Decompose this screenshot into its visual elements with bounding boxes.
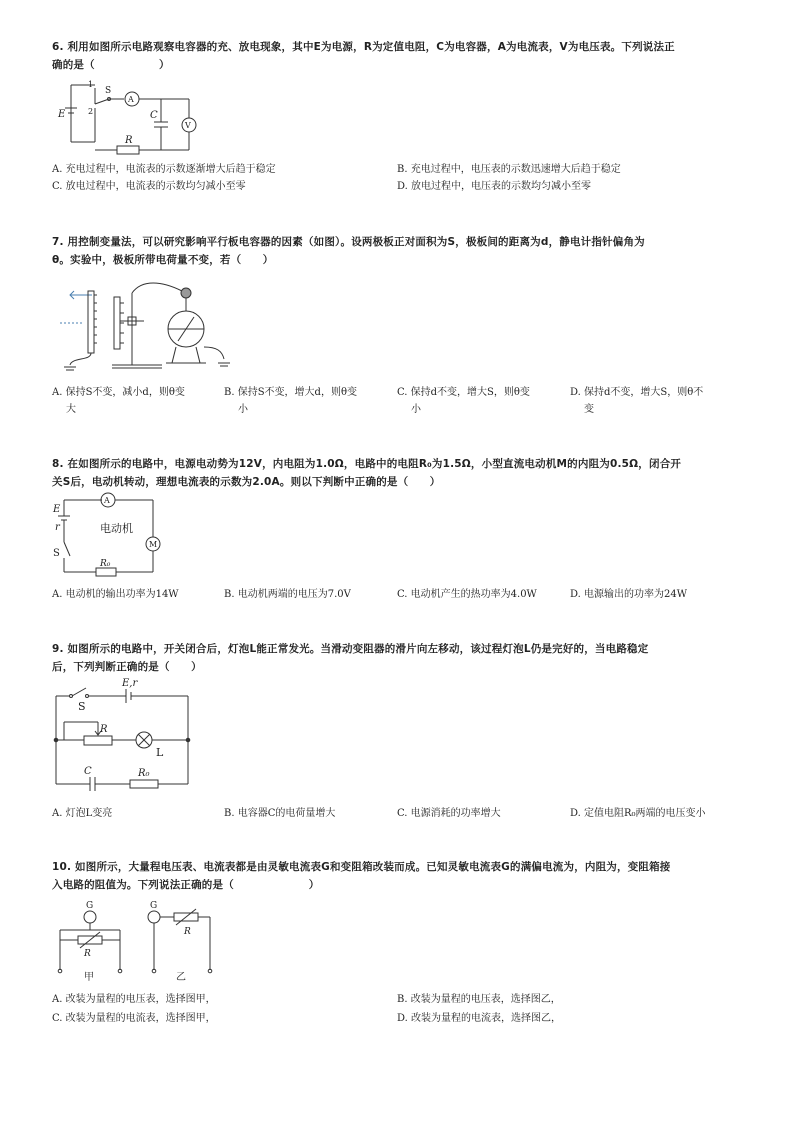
- q10-meter-figures: [50, 898, 220, 982]
- q8-line1: 8. 在如图所示的电路中，电源电动势为12V，内电阻为1.0Ω，电路中的电阻R₀为1.5Ω，小型直流电动机M的内阻为0.5Ω，闭合开: [52, 458, 682, 470]
- q9-label-Er: E,r: [122, 678, 138, 689]
- q10-label-R2: R: [184, 927, 191, 937]
- q7-option-a[interactable]: [52, 384, 185, 418]
- q8-option-c[interactable]: C. 电动机产生的热功率为4.0W: [397, 589, 537, 600]
- q7-stem: [52, 233, 752, 269]
- q6-label-S: S: [105, 86, 112, 96]
- q10-line2: 入电路的阻值为。下列说法正确的是（ ）: [52, 879, 320, 891]
- q10-line1: 10. 如图所示，大量程电压表、电流表都是由灵敏电流表G和变阻箱改装而成。已知灵敏电流表G的满偏电流为，内阻为，变阻箱接: [52, 861, 671, 873]
- q10-option-a[interactable]: A. 改装为量程的电压表，选择图甲，: [52, 994, 216, 1005]
- q7-option-c[interactable]: [397, 384, 530, 418]
- q10-option-c[interactable]: C. 改装为量程的电流表，选择图甲，: [52, 1013, 216, 1024]
- q9-option-b[interactable]: B. 电容器C的电荷量增大: [224, 808, 336, 819]
- q6-label-A: A: [128, 95, 134, 104]
- q7-electrometer-figure: [52, 273, 242, 378]
- q7-option-c-line2: 小: [411, 404, 421, 415]
- q6-label-V: V: [185, 121, 191, 130]
- q6-circuit-figure: [55, 80, 215, 162]
- q9-line1: 9. 如图所示的电路中，开关闭合后，灯泡L能正常发光。当滑动变阻器的滑片向左移动，该过程灯泡L仍是完好的，当电路稳定: [52, 643, 649, 655]
- q8-label-r: r: [55, 522, 60, 533]
- q8-label-E: E: [53, 504, 61, 515]
- q7-option-a-line1: A. 保持S不变，减小d，则θ变: [52, 387, 185, 398]
- q10-option-d[interactable]: D. 改装为量程的电流表，选择图乙，: [397, 1013, 562, 1024]
- q8-label-motor: 电动机: [100, 522, 133, 535]
- q9-label-L: L: [156, 746, 164, 759]
- q7-option-c-line1: C. 保持d不变，增大S，则θ变: [397, 387, 530, 398]
- q10-label-G1: G: [86, 901, 94, 911]
- q8-option-a[interactable]: A. 电动机的输出功率为14W: [52, 589, 179, 600]
- q9-stem: [52, 640, 752, 676]
- q7-option-d-line1: D. 保持d不变，增大S，则θ不: [570, 387, 704, 398]
- q8-label-S: S: [53, 548, 60, 559]
- q6-option-d[interactable]: D. 放电过程中，电压表的示数均匀减小至零: [397, 181, 592, 192]
- q7-option-b[interactable]: [224, 384, 357, 418]
- q7-option-d-line2: 变: [584, 404, 594, 415]
- q10-label-G2: G: [150, 901, 158, 911]
- q6-label-R: R: [125, 135, 133, 146]
- q7-option-b-line2: 小: [238, 404, 248, 415]
- q6-label-2: 2: [88, 107, 94, 116]
- q8-stem: [52, 455, 752, 491]
- q6-option-a[interactable]: A. 充电过程中，电流表的示数逐渐增大后趋于稳定: [52, 164, 276, 175]
- q9-circuit-figure: [50, 676, 200, 798]
- q8-circuit-figure: [50, 490, 170, 580]
- q6-option-c[interactable]: C. 放电过程中，电流表的示数均匀减小至零: [52, 181, 246, 192]
- q8-option-d[interactable]: D. 电源输出的功率为24W: [570, 589, 688, 600]
- q6-line2: 确的是（ ）: [52, 59, 170, 71]
- q9-option-d[interactable]: D. 定值电阻R₀两端的电压变小: [570, 808, 706, 819]
- q7-line1: 7. 用控制变量法，可以研究影响平行板电容器的因素（如图）。设两极板正对面积为S，极板间的距离为d，静电计指针偏角为: [52, 236, 645, 248]
- q9-label-S: S: [78, 700, 86, 713]
- q6-label-E: E: [58, 109, 66, 120]
- q10-stem: [52, 858, 752, 894]
- q9-line2: 后，下列判断正确的是（ ）: [52, 661, 202, 673]
- q8-label-A: A: [104, 496, 110, 505]
- q8-label-M: M: [149, 540, 158, 549]
- q7-option-a-line2: 大: [66, 404, 76, 415]
- q9-option-c[interactable]: C. 电源消耗的功率增大: [397, 808, 501, 819]
- q7-option-b-line1: B. 保持S不变，增大d，则θ变: [224, 387, 357, 398]
- q9-label-R: R: [100, 724, 108, 735]
- q6-label-1: 1: [88, 80, 94, 89]
- q9-label-C: C: [84, 766, 92, 777]
- q7-option-d[interactable]: [570, 384, 703, 418]
- q10-caption-jia: 甲: [84, 972, 94, 982]
- q6-option-b[interactable]: B. 充电过程中，电压表的示数迅速增大后趋于稳定: [397, 164, 621, 175]
- q8-line2: 关S后，电动机转动，理想电流表的示数为2.0A。则以下判断中正确的是（ ）: [52, 476, 441, 488]
- q8-label-R0: R₀: [100, 559, 111, 569]
- q9-label-R0: R₀: [138, 768, 150, 779]
- q10-label-R1: R: [84, 949, 91, 959]
- q6-line1: 6. 利用如图所示电路观察电容器的充、放电现象，其中E为电源，R为定值电阻，C为电容器，A为电流表，V为电压表。下列说法正: [52, 41, 675, 53]
- q6-label-C: C: [150, 110, 158, 121]
- q6-stem: [52, 38, 752, 74]
- q10-caption-yi: 乙: [176, 972, 186, 982]
- q7-line2: θ。实验中，极板所带电荷量不变，若（ ）: [52, 254, 274, 266]
- q9-option-a[interactable]: A. 灯泡L变亮: [52, 808, 113, 819]
- q10-option-b[interactable]: B. 改装为量程的电压表，选择图乙，: [397, 994, 561, 1005]
- q8-option-b[interactable]: B. 电动机两端的电压为7.0V: [224, 589, 351, 600]
